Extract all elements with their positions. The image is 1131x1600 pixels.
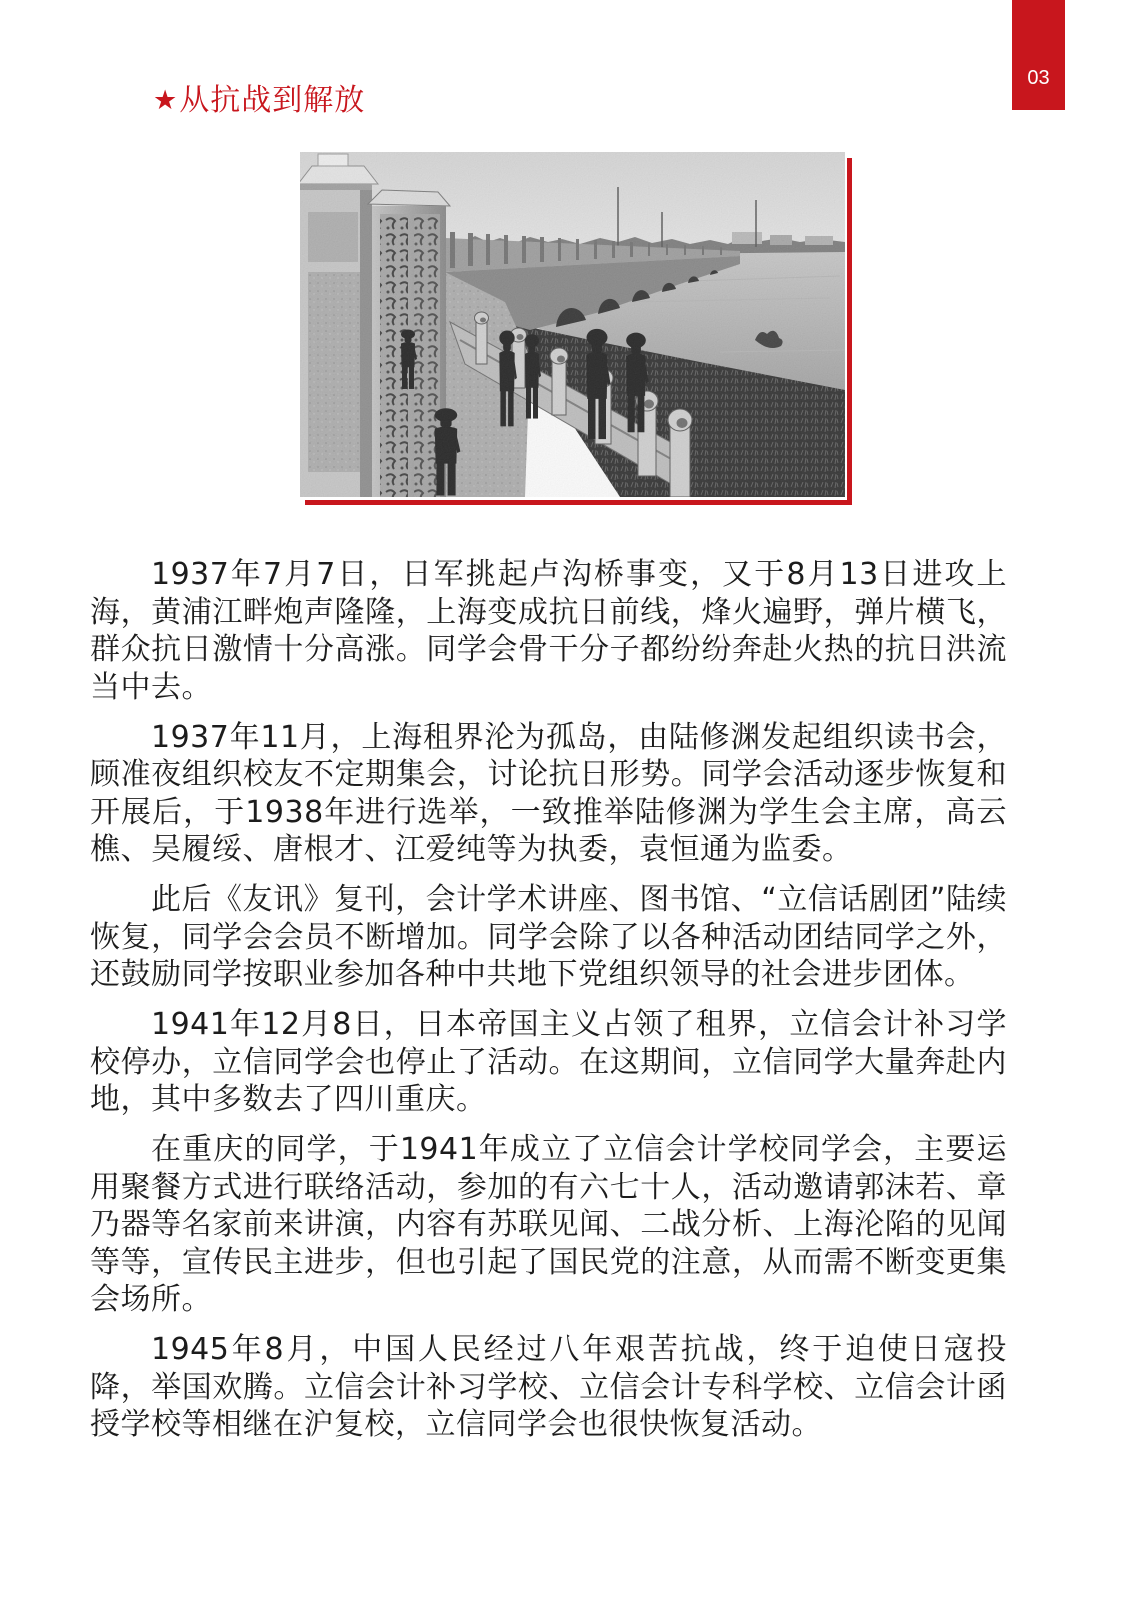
section-title-text: 从抗战到解放 [179,83,366,118]
section-title [153,82,365,120]
page-number: 03 [1027,67,1050,89]
star-icon: ★ [153,85,178,116]
photo-grain [300,152,845,497]
paragraph: 在重庆的同学，于1941年成立了立信会计学校同学会，主要运用聚餐方式进行联络活动，参加的有六七十人，活动邀请郭沫若、章乃器等名家前来讲演，内容有苏联见闻、二战分析、上海沦陷的见闻等等，宣传民主进步，但也引起了国民党的注意，从而需不断变更集会场所。 [90,1132,1007,1317]
paragraph: 1941年12月8日，日本帝国主义占领了租界，立信会计补习学校停办，立信同学会也停止了活动。在这期间，立信同学大量奔赴内地，其中多数去了四川重庆。 [90,1007,1007,1117]
page-number-tab [1012,0,1065,110]
paragraph: 此后《友讯》复刊，会计学术讲座、图书馆、“立信话剧团”陆续恢复，同学会会员不断增加。同学会除了以各种活动团结同学之外，还鼓励同学按职业参加各种中共地下党组织领导的社会进步团体。 [90,882,1007,992]
bridge-photo [300,152,845,497]
paragraph: 1937年7月7日，日军挑起卢沟桥事变，又于8月13日进攻上海，黄浦江畔炮声隆隆，上海变成抗日前线，烽火遍野，弹片横飞，群众抗日激情十分高涨。同学会骨干分子都纷纷奔赴火热的抗日洪流当中去。 [90,557,1007,705]
paragraph: 1937年11月，上海租界沦为孤岛，由陆修渊发起组织读书会，顾准夜组织校友不定期集会，讨论抗日形势。同学会活动逐步恢复和开展后，于1938年进行选举，一致推举陆修渊为学生会主席，高云樵、吴履绥、唐根才、江爱纯等为执委，袁恒通为监委。 [90,719,1007,867]
article-body [90,556,1007,1456]
paragraph: 1945年8月，中国人民经过八年艰苦抗战，终于迫使日寇投降，举国欢腾。立信会计补习学校、立信会计专科学校、立信会计函授学校等相继在沪复校，立信同学会也很快恢复活动。 [90,1332,1007,1442]
